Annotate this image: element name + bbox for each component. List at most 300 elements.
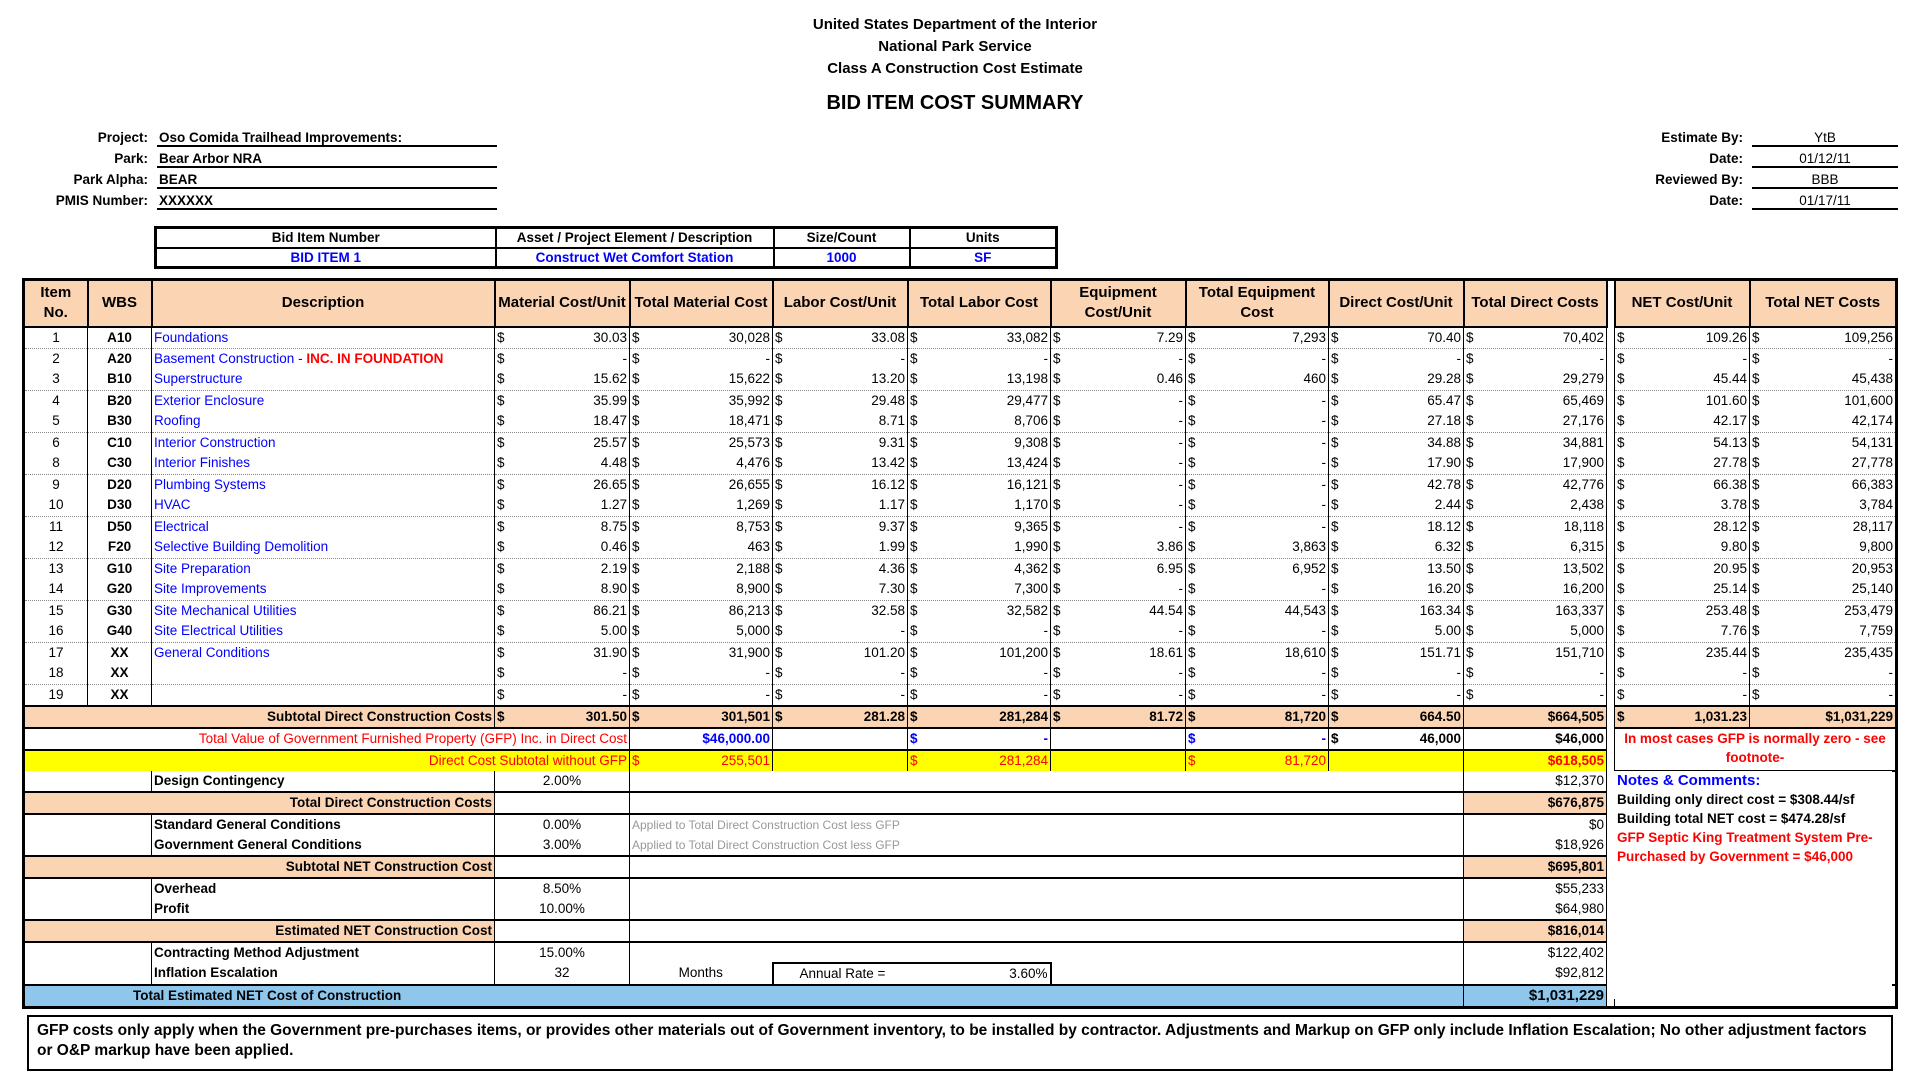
cost-cell: $ 9.31	[773, 432, 908, 453]
cost-cell: $ 54.13	[1615, 432, 1750, 453]
subtotal-cell: $ 301.50	[495, 706, 630, 728]
markup-total: $12,370	[1464, 771, 1607, 792]
cost-cell: $ 235,435	[1750, 642, 1897, 663]
markup-label: Standard General Conditions	[152, 814, 495, 835]
item-description: HVAC	[152, 495, 495, 516]
col-direct-unit: Direct Cost/Unit	[1329, 280, 1464, 327]
table-row	[24, 558, 1897, 579]
review-date-value: 01/17/11	[1752, 193, 1898, 210]
size-count: 1000	[774, 248, 910, 268]
subtotal-cell: $ 81.72	[1051, 706, 1186, 728]
markup-percent: 8.50%	[495, 878, 630, 899]
cost-cell: $ 2,188	[630, 558, 773, 579]
item-no: 9	[24, 474, 88, 495]
cost-cell: $ -	[495, 348, 630, 369]
cost-cell: $ 4.48	[495, 453, 630, 474]
asset-description: Construct Wet Comfort Station	[496, 248, 774, 268]
cost-cell: $ 25,573	[630, 432, 773, 453]
cost-cell: $ -	[1464, 684, 1607, 706]
cost-cell: $ 109,256	[1750, 327, 1897, 349]
gfp-label: Total Value of Government Furnished Property (GFP) Inc. in Direct Cost	[24, 728, 630, 750]
markup-label: Subtotal NET Construction Cost	[24, 856, 495, 878]
cost-cell: $ 6.32	[1329, 537, 1464, 558]
cost-cell: $ 35.99	[495, 390, 630, 411]
cost-cell: $ -	[773, 663, 908, 684]
table-row	[24, 327, 1897, 349]
cost-cell: $ -	[630, 684, 773, 706]
cost-cell: $ -	[1051, 663, 1186, 684]
cost-cell: $ -	[908, 663, 1051, 684]
notes-panel	[1614, 771, 1892, 999]
bid-item-table	[154, 226, 1058, 269]
cost-cell: $ -	[1615, 663, 1750, 684]
cost-cell: $ 32.58	[773, 600, 908, 621]
markup-label: Government General Conditions	[152, 835, 495, 856]
gfp-note: In most cases GFP is normally zero - see footnote-	[1615, 728, 1897, 771]
cost-cell: $ 463	[630, 537, 773, 558]
table-row	[24, 369, 1897, 390]
cost-cell: $ -	[1051, 390, 1186, 411]
notes-line: Building total NET cost = $474.28/sf	[1617, 811, 1846, 826]
col-labor-unit: Labor Cost/Unit	[773, 280, 908, 327]
subtotal-cell: $ 281,284	[908, 706, 1051, 728]
markup-total: $64,980	[1464, 899, 1607, 920]
pmis-label: PMIS Number:	[55, 193, 148, 208]
cost-cell: $ 101.60	[1615, 390, 1750, 411]
cost-cell: $ 109.26	[1615, 327, 1750, 349]
cost-cell: $ 28.12	[1615, 516, 1750, 537]
cost-cell: $ 1.27	[495, 495, 630, 516]
markup-note	[630, 899, 1464, 920]
cost-cell: $ 8,706	[908, 411, 1051, 432]
cost-cell: $ 44,543	[1186, 600, 1329, 621]
cost-cell: $ 86,213	[630, 600, 773, 621]
table-row	[24, 642, 1897, 663]
wbs-code: G40	[88, 621, 152, 642]
cost-cell: $ -	[773, 621, 908, 642]
cost-cell: $ 1,170	[908, 495, 1051, 516]
markup-note: Applied to Total Direct Construction Cost less GFP	[630, 814, 1464, 835]
item-description: Plumbing Systems	[152, 474, 495, 495]
markup-total: $0	[1464, 814, 1607, 835]
cost-cell: $ 6,315	[1464, 537, 1607, 558]
cost-cell: $ -	[1329, 348, 1464, 369]
table-row	[24, 411, 1897, 432]
cost-cell: $ 42,776	[1464, 474, 1607, 495]
item-no: 11	[24, 516, 88, 537]
notes-line: Building only direct cost = $308.44/sf	[1617, 792, 1855, 807]
markup-percent: 2.00%	[495, 771, 630, 792]
cost-cell: $ 13.20	[773, 369, 908, 390]
estimate-date-value: 01/12/11	[1752, 151, 1898, 168]
markup-label: Contracting Method Adjustment	[152, 942, 495, 963]
table-row	[24, 684, 1897, 706]
markup-label: Overhead	[152, 878, 495, 899]
item-no: 4	[24, 390, 88, 411]
cost-cell: $ 42,174	[1750, 411, 1897, 432]
cost-cell: $ 163.34	[1329, 600, 1464, 621]
markup-percent: 15.00%	[495, 942, 630, 963]
item-no: 19	[24, 684, 88, 706]
wbs-code: D50	[88, 516, 152, 537]
markup-total: $676,875	[1464, 792, 1607, 814]
cost-cell: $ 151.71	[1329, 642, 1464, 663]
cost-cell: $ -	[1186, 579, 1329, 600]
markup-total: $816,014	[1464, 920, 1607, 942]
cost-cell: $ -	[630, 348, 773, 369]
item-no: 10	[24, 495, 88, 516]
inflation-total: $92,812	[1464, 963, 1607, 985]
item-no: 15	[24, 600, 88, 621]
wbs-code: F20	[88, 537, 152, 558]
cost-cell: $ 31,900	[630, 642, 773, 663]
cost-cell: $ 26.65	[495, 474, 630, 495]
cost-cell: $ 235.44	[1615, 642, 1750, 663]
markup-note	[630, 878, 1464, 899]
cost-cell: $ -	[1750, 684, 1897, 706]
item-description	[152, 684, 495, 706]
cost-cell: $ 8.75	[495, 516, 630, 537]
cost-cell: $ -	[495, 663, 630, 684]
item-no: 12	[24, 537, 88, 558]
cost-cell: $ 16.12	[773, 474, 908, 495]
cost-cell: $ 9,800	[1750, 537, 1897, 558]
cost-cell: $ 25,140	[1750, 579, 1897, 600]
table-row	[24, 621, 1897, 642]
item-description: Site Electrical Utilities	[152, 621, 495, 642]
cost-cell: $ -	[1329, 663, 1464, 684]
table-row	[24, 600, 1897, 621]
final-total-label: Total Estimated NET Cost of Construction	[24, 985, 1464, 1008]
markup-label: Design Contingency	[152, 771, 495, 792]
cost-cell: $ 1,269	[630, 495, 773, 516]
cost-cell: $ 3.86	[1051, 537, 1186, 558]
cost-cell: $ 18.12	[1329, 516, 1464, 537]
cost-cell: $ 7,759	[1750, 621, 1897, 642]
cost-cell: $ 15.62	[495, 369, 630, 390]
cost-cell: $ 27,778	[1750, 453, 1897, 474]
markup-percent: 3.00%	[495, 835, 630, 856]
wbs-code: XX	[88, 642, 152, 663]
cost-cell: $ 33.08	[773, 327, 908, 349]
item-description: Exterior Enclosure	[152, 390, 495, 411]
cost-cell: $ 9,365	[908, 516, 1051, 537]
cost-cell: $ 101,200	[908, 642, 1051, 663]
cost-cell: $ 42.17	[1615, 411, 1750, 432]
wbs-code: C30	[88, 453, 152, 474]
cost-cell: $ 70,402	[1464, 327, 1607, 349]
wbs-code: G20	[88, 579, 152, 600]
item-description: Site Mechanical Utilities	[152, 600, 495, 621]
cost-cell: $ 5.00	[1329, 621, 1464, 642]
table-row	[24, 390, 1897, 411]
cost-cell: $ -	[908, 348, 1051, 369]
cost-cell: $ -	[1186, 621, 1329, 642]
cost-cell: $ 9,308	[908, 432, 1051, 453]
park-value: Bear Arbor NRA	[157, 151, 497, 168]
markup-total: $122,402	[1464, 942, 1607, 963]
cost-cell: $ 101.20	[773, 642, 908, 663]
park-label: Park:	[114, 151, 148, 166]
cost-cell: $ 2.44	[1329, 495, 1464, 516]
gfp-equipment: $ -	[1186, 728, 1329, 750]
cost-cell: $ 30,028	[630, 327, 773, 349]
cost-cell: $ 6.95	[1051, 558, 1186, 579]
org-line-1: United States Department of the Interior	[812, 16, 1098, 33]
subtotal-direct-total: $664,505	[1464, 706, 1607, 728]
cost-cell: $ 5,000	[1464, 621, 1607, 642]
cost-cell: $ 7,293	[1186, 327, 1329, 349]
no-gfp-equipment: $ 81,720	[1186, 750, 1329, 771]
cost-cell: $ 29.48	[773, 390, 908, 411]
wbs-code: B10	[88, 369, 152, 390]
cost-cell: $ -	[1186, 411, 1329, 432]
cost-cell: $ 4.36	[773, 558, 908, 579]
cost-cell: $ 31.90	[495, 642, 630, 663]
cost-cell: $ 27,176	[1464, 411, 1607, 432]
cost-cell: $ 13.42	[773, 453, 908, 474]
cost-cell: $ 28,117	[1750, 516, 1897, 537]
cost-cell: $ 2.19	[495, 558, 630, 579]
item-description: Site Improvements	[152, 579, 495, 600]
cost-cell: $ 1,990	[908, 537, 1051, 558]
cost-cell: $ 5,000	[630, 621, 773, 642]
cost-cell: $ 33,082	[908, 327, 1051, 349]
item-no: 8	[24, 453, 88, 474]
cost-cell: $ 13,502	[1464, 558, 1607, 579]
cost-cell: $ 20.95	[1615, 558, 1750, 579]
subtotal-direct-label: Subtotal Direct Construction Costs	[24, 706, 495, 728]
cost-cell: $ 253,479	[1750, 600, 1897, 621]
wbs-code: D30	[88, 495, 152, 516]
org-line-2: National Park Service	[878, 38, 1032, 55]
cost-cell: $ 0.46	[1051, 369, 1186, 390]
cost-cell: $ 460	[1186, 369, 1329, 390]
markup-label: Estimated NET Construction Cost	[24, 920, 495, 942]
col-material-unit: Material Cost/Unit	[495, 280, 630, 327]
cost-cell: $ 34.88	[1329, 432, 1464, 453]
footnote: GFP costs only apply when the Government pre-purchases items, or provides other materials out of Government inventory, to be installed by contractor. Adjustments and Markup on GFP only include Inflation Escalation; No other adjustment factors or O&P markup have been applied.	[27, 1015, 1893, 1071]
gfp-material: $46,000.00	[630, 728, 773, 750]
col-material-total: Total Material Cost	[630, 280, 773, 327]
table-row	[24, 579, 1897, 600]
wbs-code: XX	[88, 663, 152, 684]
cost-cell: $ 18,610	[1186, 642, 1329, 663]
markup-total: $18,926	[1464, 835, 1607, 856]
cost-cell: $ 54,131	[1750, 432, 1897, 453]
cost-cell: $ -	[773, 348, 908, 369]
cost-cell: $ 8.71	[773, 411, 908, 432]
wbs-code: A10	[88, 327, 152, 349]
cost-cell: $ -	[1186, 390, 1329, 411]
cost-cell: $ 7.76	[1615, 621, 1750, 642]
cost-cell: $ -	[495, 684, 630, 706]
cost-cell: $ 9.37	[773, 516, 908, 537]
wbs-code: D20	[88, 474, 152, 495]
item-no: 3	[24, 369, 88, 390]
col-net-unit: NET Cost/Unit	[1615, 280, 1750, 327]
gfp-total: $46,000	[1464, 728, 1607, 750]
item-description: General Conditions	[152, 642, 495, 663]
page-title: BID ITEM COST SUMMARY	[826, 92, 1084, 114]
cost-cell: $ -	[1051, 411, 1186, 432]
cost-cell: $ 16,200	[1464, 579, 1607, 600]
wbs-code: B20	[88, 390, 152, 411]
markup-label: Total Direct Construction Costs	[24, 792, 495, 814]
cost-cell: $ 8.90	[495, 579, 630, 600]
wbs-code: A20	[88, 348, 152, 369]
cost-cell: $ -	[1051, 579, 1186, 600]
cost-cell: $ 7.29	[1051, 327, 1186, 349]
cost-cell: $ 70.40	[1329, 327, 1464, 349]
wbs-code: B30	[88, 411, 152, 432]
subtotal-net-total: $1,031,229	[1750, 706, 1897, 728]
no-gfp-labor: $ 281,284	[908, 750, 1051, 771]
cost-cell: $ 13,198	[908, 369, 1051, 390]
no-gfp-material: $ 255,501	[630, 750, 773, 771]
gfp-labor: $ -	[908, 728, 1051, 750]
item-no: 1	[24, 327, 88, 349]
item-description: Electrical	[152, 516, 495, 537]
cost-cell: $ 163,337	[1464, 600, 1607, 621]
cost-cell: $ -	[1329, 684, 1464, 706]
col-labor-total: Total Labor Cost	[908, 280, 1051, 327]
inflation-months-label: Months	[630, 963, 773, 985]
cost-cell: $ 18.47	[495, 411, 630, 432]
cost-cell: $ -	[1186, 684, 1329, 706]
park-alpha-label: Park Alpha:	[73, 172, 148, 187]
cost-cell: $ -	[1186, 348, 1329, 369]
cost-cell: $ 7.30	[773, 579, 908, 600]
cost-cell: $ 3.78	[1615, 495, 1750, 516]
cost-cell: $ 34,881	[1464, 432, 1607, 453]
cost-cell: $ 3,784	[1750, 495, 1897, 516]
col-net-total: Total NET Costs	[1750, 280, 1897, 327]
item-description: Interior Construction	[152, 432, 495, 453]
table-row	[24, 474, 1897, 495]
inflation-months: 32	[495, 963, 630, 985]
cost-cell: $ -	[1051, 432, 1186, 453]
cost-cell: $ 3,863	[1186, 537, 1329, 558]
cost-cell: $ -	[1051, 348, 1186, 369]
gfp-direct: $ 46,000	[1329, 728, 1464, 750]
item-description	[152, 663, 495, 684]
org-line-3: Class A Construction Cost Estimate	[827, 60, 1083, 77]
estimate-by-label: Estimate By:	[1661, 130, 1743, 145]
markup-total: $695,801	[1464, 856, 1607, 878]
bid-item-number-header: Bid Item Number	[156, 228, 496, 248]
wbs-code: C10	[88, 432, 152, 453]
notes-line: GFP Septic King Treatment System Pre-Purchased by Government = $46,000	[1617, 830, 1873, 864]
markup-label: Profit	[152, 899, 495, 920]
cost-cell: $ 25.14	[1615, 579, 1750, 600]
cost-cell: $ 65,469	[1464, 390, 1607, 411]
wbs-code: G30	[88, 600, 152, 621]
asset-description-header: Asset / Project Element / Description	[496, 228, 774, 248]
subtotal-cell: $ 301,501	[630, 706, 773, 728]
cost-cell: $ 20,953	[1750, 558, 1897, 579]
cost-cell: $ 30.03	[495, 327, 630, 349]
cost-cell: $ -	[1186, 495, 1329, 516]
units-header: Units	[910, 228, 1057, 248]
cost-cell: $ 27.18	[1329, 411, 1464, 432]
table-row	[24, 432, 1897, 453]
item-description: Selective Building Demolition	[152, 537, 495, 558]
cost-cell: $ 18,471	[630, 411, 773, 432]
table-row	[24, 663, 1897, 684]
cost-cell: $ -	[1186, 453, 1329, 474]
cost-cell: $ -	[1051, 495, 1186, 516]
cost-cell: $ -	[908, 684, 1051, 706]
cost-cell: $ -	[1464, 663, 1607, 684]
subtotal-cell: $ 281.28	[773, 706, 908, 728]
cost-cell: $ 66,383	[1750, 474, 1897, 495]
cost-cell: $ -	[1186, 432, 1329, 453]
item-no: 2	[24, 348, 88, 369]
no-gfp-total: $618,505	[1464, 750, 1607, 771]
wbs-code: XX	[88, 684, 152, 706]
cost-cell: $ 151,710	[1464, 642, 1607, 663]
cost-cell: $ 18,118	[1464, 516, 1607, 537]
estimate-by-value: YtB	[1752, 130, 1898, 147]
cost-cell: $ -	[1051, 684, 1186, 706]
cost-cell: $ 44.54	[1051, 600, 1186, 621]
subtotal-cell: $ 664.50	[1329, 706, 1464, 728]
cost-cell: $ 1.17	[773, 495, 908, 516]
cost-cell: $ 7,300	[908, 579, 1051, 600]
markup-note	[630, 942, 1464, 963]
project-value: Oso Comida Trailhead Improvements:	[157, 130, 497, 147]
item-no: 16	[24, 621, 88, 642]
cost-cell: $ -	[1750, 663, 1897, 684]
col-description: Description	[152, 280, 495, 327]
final-total-value: $1,031,229	[1464, 985, 1607, 1008]
col-equipment-unit: Equipment Cost/Unit	[1051, 280, 1186, 327]
wbs-code: G10	[88, 558, 152, 579]
project-label: Project:	[97, 130, 148, 145]
item-description: Superstructure	[152, 369, 495, 390]
col-item-no: Item No.	[24, 280, 88, 327]
item-no: 18	[24, 663, 88, 684]
table-row	[24, 453, 1897, 474]
cost-cell: $ -	[1186, 516, 1329, 537]
cost-cell: $ 29,279	[1464, 369, 1607, 390]
cost-cell: $ 17.90	[1329, 453, 1464, 474]
cost-cell: $ -	[1186, 474, 1329, 495]
cost-cell: $ 29.28	[1329, 369, 1464, 390]
cost-cell: $ 45,438	[1750, 369, 1897, 390]
cost-cell: $ -	[1051, 516, 1186, 537]
table-row	[24, 516, 1897, 537]
cost-cell: $ -	[630, 663, 773, 684]
item-no: 13	[24, 558, 88, 579]
cost-cell: $ 18.61	[1051, 642, 1186, 663]
cost-cell: $ 9.80	[1615, 537, 1750, 558]
item-no: 5	[24, 411, 88, 432]
bid-item-number: BID ITEM 1	[156, 248, 496, 268]
cost-cell: $ 17,900	[1464, 453, 1607, 474]
item-description: Interior Finishes	[152, 453, 495, 474]
inflation-label: Inflation Escalation	[152, 963, 495, 985]
cost-cell: $ 2,438	[1464, 495, 1607, 516]
cost-cell: $ -	[1051, 621, 1186, 642]
item-no: 17	[24, 642, 88, 663]
cost-cell: $ 6,952	[1186, 558, 1329, 579]
cost-cell: $ 65.47	[1329, 390, 1464, 411]
review-date-label: Date:	[1709, 193, 1743, 208]
col-equipment-total: Total Equipment Cost	[1186, 280, 1329, 327]
cost-cell: $ 86.21	[495, 600, 630, 621]
